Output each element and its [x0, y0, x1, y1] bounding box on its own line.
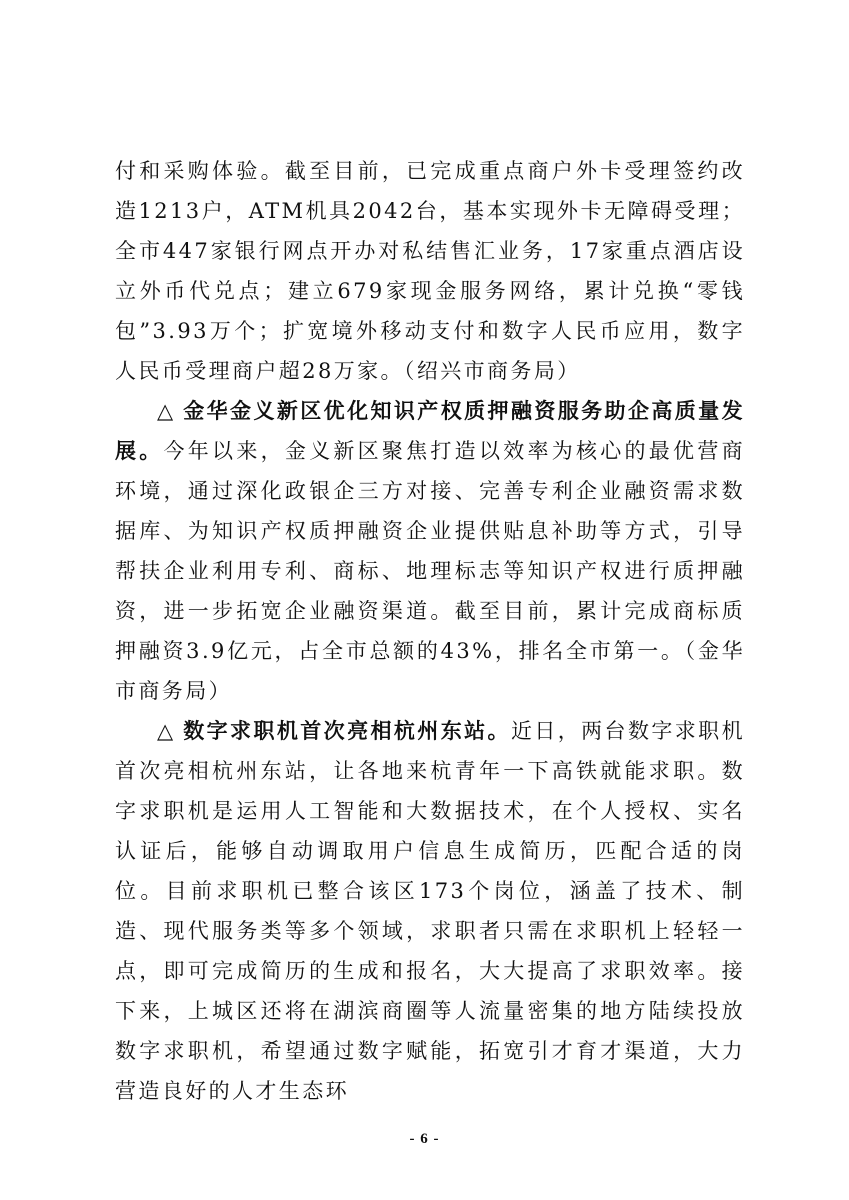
paragraph-digital-job-kiosk [115, 711, 745, 1111]
paragraph-heading: 金华金义新区优化知识产权质押融资服务助企高质量发展。 [115, 398, 745, 463]
paragraph-continuation [115, 151, 745, 391]
paragraph-body: 近日，两台数字求职机首次亮相杭州东站，让各地来杭青年一下高铁就能求职。数字求职机是运用人工智能和大数据技术，在个人授权、实名认证后，能够自动调取用户信息生成简历，匹配合适的岗位。目前求职机已整合该区173个岗位，涵盖了技术、制造、现代服务类等多个领域，求职者只需在求职机上轻轻一点，即可完成简历的生成和报名，大大提高了求职效率。接下来，上城区还将在湖滨商圈等人流量密集的地方陆续投放数字求职机，希望通过数字赋能，拓宽引才育才渠道，大力营造良好的人才生态环 [115, 719, 745, 1103]
paragraph-jinhua-ip-financing [115, 391, 745, 711]
triangle-marker: △ [157, 398, 175, 423]
paragraph-body: 付和采购体验。截至目前，已完成重点商户外卡受理签约改造1213户，ATM机具2042台，基本实现外卡无障碍受理；全市447家银行网点开办对私结售汇业务，17家重点酒店设立外币代兑点；建立679家现金服务网络，累计兑换“零钱包”3.93万个；扩宽境外移动支付和数字人民币应用，数字人民币受理商户超28万家。（绍兴市商务局） [115, 159, 745, 383]
page-number: - 6 - [409, 1131, 440, 1147]
document-body [115, 151, 745, 1111]
triangle-marker: △ [157, 718, 175, 743]
paragraph-body: 今年以来，金义新区聚焦打造以效率为核心的最优营商环境，通过深化政银企三方对接、完善专利企业融资需求数据库、为知识产权质押融资企业提供贴息补助等方式，引导帮扶企业利用专利、商标、地理标志等知识产权进行质押融资，进一步拓宽企业融资渠道。截至目前，累计完成商标质押融资3.9亿元，占全市总额的43%，排名全市第一。（金华市商务局） [115, 439, 745, 703]
paragraph-heading: 数字求职机首次亮相杭州东站。 [183, 718, 511, 743]
